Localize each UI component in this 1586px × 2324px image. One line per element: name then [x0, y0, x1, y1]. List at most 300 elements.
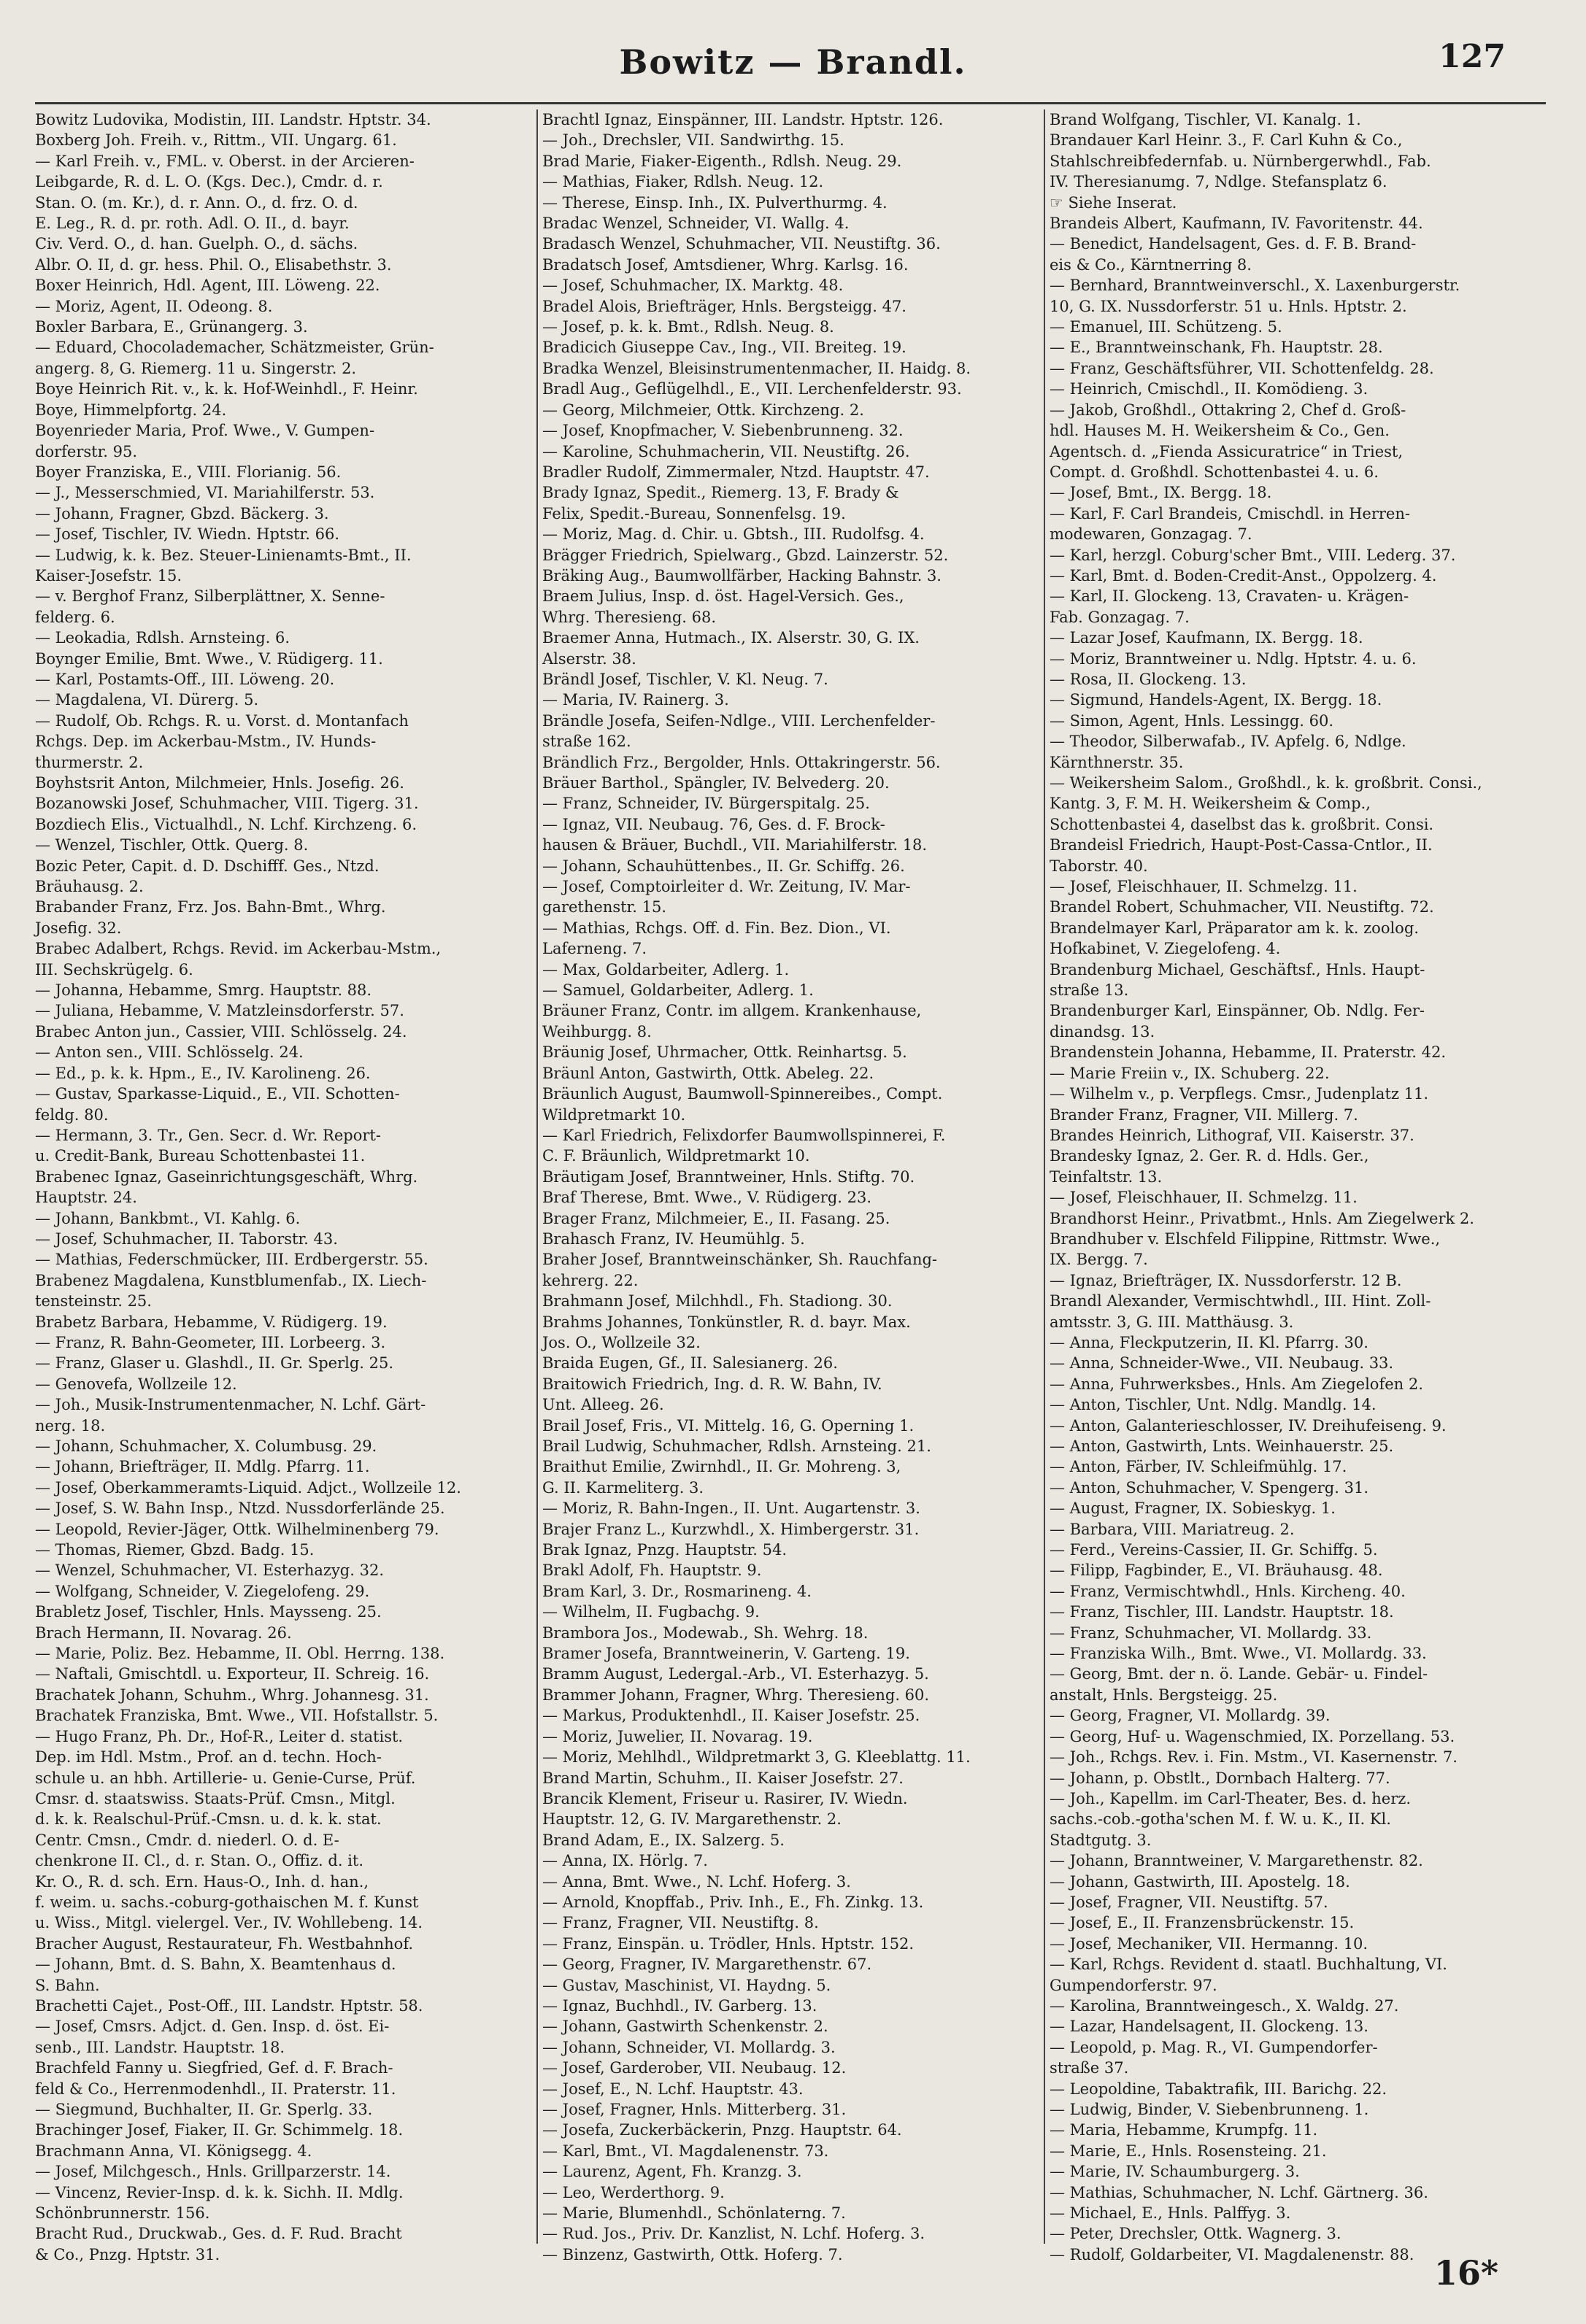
directory-entry-line: — Lazar, Handelsagent, II. Glockeng. 13. [1050, 2018, 1368, 2036]
signature-mark: 16* [1433, 2253, 1498, 2293]
column-3 [1050, 109, 1546, 2263]
directory-entry-line: Compt. d. Großhdl. Schottenbastei 4. u. 6. [1050, 463, 1379, 481]
directory-entry-line: Brammer Johann, Fragner, Whrg. Theresieng. 60. [542, 1686, 930, 1704]
directory-entry-line: u. Wiss., Mitgl. vielergel. Ver., IV. Wohllebeng. 14. [35, 1914, 423, 1932]
directory-entry-line: Weihburgg. 8. [542, 1022, 652, 1041]
directory-entry-line: Bräuhausg. 2. [35, 878, 144, 896]
directory-entry-line: — Josef, Cmsrs. Adjct. d. Gen. Insp. d. öst. Ei- [35, 2018, 390, 2036]
directory-entry-line: — Eduard, Chocolademacher, Schätzmeister, Grün- [35, 339, 434, 357]
directory-entry-line: Brambora Jos., Modewab., Sh. Wehrg. 18. [542, 1624, 869, 1642]
directory-entry-line: Stan. O. (m. Kr.), d. r. Ann. O., d. frz. O. d. [35, 193, 358, 212]
directory-entry-line: — Anna, IX. Hörlg. 7. [542, 1852, 708, 1870]
directory-entry-line: chenkrone II. Cl., d. r. Stan. O., Offiz. d. it. [35, 1852, 364, 1870]
directory-entry-line: Agentsch. d. „Fienda Assicuratrice“ in Triest, [1050, 442, 1404, 460]
directory-entry-line: u. Credit-Bank, Bureau Schottenbastei 11. [35, 1147, 366, 1165]
directory-entry-line: — Josef, Milchgesch., Hnls. Grillparzerstr. 14. [35, 2163, 391, 2181]
directory-entry-line: — Laurenz, Agent, Fh. Kranzg. 3. [542, 2163, 802, 2181]
directory-entry-line: Bräunlich August, Baumwoll-Spinnereibes., Compt. [542, 1085, 943, 1103]
directory-entry-line: — Anna, Bmt. Wwe., N. Lchf. Hoferg. 3. [542, 1872, 851, 1891]
directory-entry-line: — Karl Freih. v., FML. v. Oberst. in der Arcieren- [35, 152, 415, 170]
directory-entry-line: dinandsg. 13. [1050, 1022, 1155, 1041]
directory-entry-line: straße 37. [1050, 2059, 1129, 2077]
directory-entry-line: hausen & Bräuer, Buchdl., VII. Mariahilferstr. 18. [542, 836, 928, 854]
directory-entry-line: Brandel Robert, Schuhmacher, VII. Neustiftg. 72. [1050, 898, 1434, 916]
directory-entry-line: — Moriz, R. Bahn-Ingen., II. Unt. Augartenstr. 3. [542, 1499, 920, 1518]
directory-entry-line: Brancik Klement, Friseur u. Rasirer, IV. Wiedn. [542, 1789, 908, 1807]
directory-entry-line: — Wilhelm, II. Fugbachg. 9. [542, 1603, 760, 1621]
directory-entry-line: — Moriz, Mehlhdl., Wildpretmarkt 3, G. Kleeblattg. 11. [542, 1748, 971, 1767]
directory-entry-line: — Binzenz, Gastwirth, Ottk. Hoferg. 7. [542, 2245, 843, 2263]
directory-entry-line: — Mathias, Schuhmacher, N. Lchf. Gärtnerg. 36. [1050, 2183, 1428, 2201]
directory-entry-line: Brandl Alexander, Vermischtwhdl., III. Hint. Zoll- [1050, 1292, 1431, 1310]
directory-entry-line: — Leopold, Revier-Jäger, Ottk. Wilhelminenberg 79. [35, 1520, 439, 1538]
directory-entry-line: — Hermann, 3. Tr., Gen. Secr. d. Wr. Report- [35, 1126, 381, 1144]
directory-entry-line: Brander Franz, Fragner, VII. Millerg. 7. [1050, 1105, 1358, 1124]
directory-entry-line: Brachatek Franziska, Bmt. Wwe., VII. Hofstallstr. 5. [35, 1707, 439, 1725]
directory-entry-line: — Franz, Tischler, III. Landstr. Hauptstr. 18. [1050, 1603, 1394, 1621]
directory-entry-line: Hauptstr. 24. [35, 1189, 137, 1207]
directory-entry-line: kehrerg. 22. [542, 1271, 639, 1289]
directory-entry-line: Dep. im Hdl. Mstm., Prof. an d. techn. Hoch- [35, 1748, 382, 1767]
directory-entry-line: Boyhstsrit Anton, Milchmeier, Hnls. Josefig. 26. [35, 774, 404, 792]
directory-entry-line: Wildpretmarkt 10. [542, 1105, 686, 1124]
directory-entry-line: senb., III. Landstr. Hauptstr. 18. [35, 2038, 285, 2056]
directory-entry-line: — Peter, Drechsler, Ottk. Wagnerg. 3. [1050, 2225, 1341, 2243]
directory-entry-line: — J., Messerschmied, VI. Mariahilferstr. 53. [35, 484, 375, 502]
directory-entry-line: — Josef, Fragner, Hnls. Mitterberg. 31. [542, 2101, 847, 2118]
directory-entry-line: — Gustav, Maschinist, VI. Haydng. 5. [542, 1976, 831, 1994]
directory-entry-line: garethenstr. 15. [542, 898, 667, 916]
directory-entry-line: Brail Ludwig, Schuhmacher, Rdlsh. Arnsteing. 21. [542, 1437, 931, 1455]
directory-entry-line: Taborstr. 40. [1050, 857, 1148, 875]
directory-entry-line: — Rud. Jos., Priv. Dr. Kanzlist, N. Lchf. Hoferg. 3. [542, 2225, 925, 2243]
directory-entry-line: Albr. O. II, d. gr. hess. Phil. O., Elisabethstr. 3. [35, 255, 392, 274]
directory-entry-line: — Karoline, Schuhmacherin, VII. Neustiftg. 26. [542, 442, 910, 460]
directory-entry-line: Josefig. 32. [35, 919, 122, 937]
directory-entry-line: — Joh., Rchgs. Rev. i. Fin. Mstm., VI. Kasernenstr. 7. [1050, 1748, 1458, 1767]
directory-entry-line: Schottenbastei 4, daselbst das k. großbrit. Consi. [1050, 815, 1434, 833]
directory-entry-line: tensteinstr. 25. [35, 1292, 152, 1310]
directory-entry-line: straße 162. [542, 733, 631, 751]
directory-entry-line: Brandenburger Karl, Einspänner, Ob. Ndlg. Fer- [1050, 1002, 1425, 1020]
directory-entry-line: — Johann, Branntweiner, V. Margarethenstr. 82. [1050, 1852, 1423, 1870]
directory-entry-line: Brabletz Josef, Tischler, Hnls. Maysseng. 25. [35, 1603, 382, 1621]
directory-entry-line: Bradel Alois, Briefträger, Hnls. Bergsteigg. 47. [542, 297, 906, 315]
directory-entry-line: Kr. O., R. d. sch. Ern. Haus-O., Inh. d. han., [35, 1872, 369, 1891]
directory-entry-line: — Heinrich, Cmischdl., II. Komödieng. 3. [1050, 380, 1368, 398]
directory-entry-line: — Lazar Josef, Kaufmann, IX. Bergg. 18. [1050, 629, 1363, 647]
directory-entry-line: — Juliana, Hebamme, V. Matzleinsdorferstr. 57. [35, 1002, 404, 1020]
directory-entry-line: Jos. O., Wollzeile 32. [542, 1333, 701, 1351]
directory-entry-line: — Weikersheim Salom., Großhdl., k. k. großbrit. Consi., [1050, 774, 1482, 792]
directory-entry-line: Brachatek Johann, Schuhm., Whrg. Johannesg. 31. [35, 1686, 429, 1704]
directory-entry-line: Brandenstein Johanna, Hebamme, II. Praterstr. 42. [1050, 1043, 1447, 1062]
page-header [0, 38, 1586, 96]
directory-entry-line: hdl. Hauses M. H. Weikersheim & Co., Gen. [1050, 422, 1390, 440]
directory-entry-line: Laferneng. 7. [542, 940, 647, 958]
page-title: Bowitz — Brandl. [619, 42, 967, 82]
directory-entry-line: nerg. 18. [35, 1416, 106, 1435]
directory-entry-line: feldg. 80. [35, 1105, 109, 1124]
directory-entry-line: Braf Therese, Bmt. Wwe., V. Rüdigerg. 23. [542, 1189, 872, 1207]
directory-entry-line: amtsstr. 3, G. III. Matthäusg. 3. [1050, 1313, 1294, 1331]
directory-entry-line: — Leo, Werderthorg. 9. [542, 2183, 725, 2201]
directory-entry-line: — Markus, Produktenhdl., II. Kaiser Josefstr. 25. [542, 1707, 920, 1725]
directory-entry-line: Bozic Peter, Capit. d. D. Dschifff. Ges., Ntzd. [35, 857, 380, 875]
directory-entry-line: Bradicich Giuseppe Cav., Ing., VII. Breiteg. 19. [542, 339, 906, 357]
directory-entry-line: Bradac Wenzel, Schneider, VI. Wallg. 4. [542, 215, 850, 233]
directory-entry-line: — Johann, p. Obstlt., Dornbach Halterg. 77. [1050, 1769, 1390, 1787]
directory-entry-line: Leibgarde, R. d. L. O. (Kgs. Dec.), Cmdr. d. r. [35, 173, 383, 191]
directory-entry-line: — Wolfgang, Schneider, V. Ziegelofeng. 29. [35, 1582, 370, 1600]
directory-entry-line: Bräunl Anton, Gastwirth, Ottk. Abeleg. 22. [542, 1064, 874, 1082]
directory-entry-line: d. k. k. Realschul-Prüf.-Cmsn. u. d. k. k. stat. [35, 1810, 382, 1829]
directory-entry-line: Bräuner Franz, Contr. im allgem. Krankenhause, [542, 1002, 922, 1020]
directory-entry-line: Bozdiech Elis., Victualhdl., N. Lchf. Kirchzeng. 6. [35, 815, 417, 833]
directory-entry-line: Bräunig Josef, Uhrmacher, Ottk. Reinhartsg. 5. [542, 1043, 907, 1062]
directory-entry-line: — Marie Freiin v., IX. Schuberg. 22. [1050, 1064, 1330, 1082]
directory-entry-line: Brad Marie, Fiaker-Eigenth., Rdlsh. Neug. 29. [542, 152, 902, 170]
directory-entry-line: — Magdalena, VI. Dürerg. 5. [35, 691, 259, 709]
directory-entry-line: Brak Ignaz, Pnzg. Hauptstr. 54. [542, 1541, 788, 1559]
directory-entry-line: — Karl Friedrich, Felixdorfer Baumwollspinnerei, F. [542, 1126, 946, 1144]
directory-entry-line: — Johann, Briefträger, II. Mdlg. Pfarrg. 11. [35, 1458, 370, 1476]
directory-entry-line: Hauptstr. 12, G. IV. Margarethenstr. 2. [542, 1810, 842, 1829]
directory-entry-line: feld & Co., Herrenmodenhdl., II. Praterstr. 11. [35, 2080, 396, 2098]
directory-entry-line: — Simon, Agent, Hnls. Lessingg. 60. [1050, 711, 1334, 730]
directory-entry-line: IV. Theresianumg. 7, Ndlge. Stefansplatz 6. [1050, 173, 1387, 191]
directory-entry-line: — Arnold, Knopffab., Priv. Inh., E., Fh. Zinkg. 13. [542, 1893, 924, 1911]
directory-entry-line: — Barbara, VIII. Mariatreug. 2. [1050, 1520, 1295, 1538]
directory-entry-line: — Josef, Fragner, VII. Neustiftg. 57. [1050, 1893, 1328, 1911]
directory-entry-line: Bräking Aug., Baumwollfärber, Hacking Bahnstr. 3. [542, 566, 942, 584]
directory-entry-line: — Emanuel, III. Schützeng. 5. [1050, 318, 1282, 336]
directory-entry-line: Gumpendorferstr. 97. [1050, 1976, 1217, 1994]
directory-entry-line: — Wenzel, Tischler, Ottk. Querg. 8. [35, 836, 309, 854]
directory-entry-line: — Josef, Tischler, IV. Wiedn. Hptstr. 66. [35, 525, 340, 544]
directory-entry-line: thurmerstr. 2. [35, 753, 144, 771]
directory-entry-line: — Ed., p. k. k. Hpm., E., IV. Karolineng. 26. [35, 1064, 371, 1082]
directory-entry-line: — Theodor, Silberwafab., IV. Apfelg. 6, Ndlge. [1050, 733, 1406, 751]
directory-entry-line: — Max, Goldarbeiter, Adlerg. 1. [542, 960, 790, 978]
directory-entry-line: — Karl, Postamts-Off., III. Löweng. 20. [35, 670, 335, 688]
directory-entry-line: Braemer Anna, Hutmach., IX. Alserstr. 30, G. IX. [542, 629, 920, 647]
directory-entry-line: Bozanowski Josef, Schuhmacher, VIII. Tigerg. 31. [35, 795, 419, 813]
directory-entry-line: — Joh., Drechsler, VII. Sandwirthg. 15. [542, 131, 844, 150]
directory-entry-line: anstalt, Hnls. Bergsteigg. 25. [1050, 1686, 1278, 1704]
header-rule [35, 102, 1546, 104]
directory-entry-line: Brahmann Josef, Milchhdl., Fh. Stadiong. 30. [542, 1292, 893, 1310]
directory-entry-line: Brandelmayer Karl, Präparator am k. k. zoolog. [1050, 919, 1419, 937]
directory-entry-line: — Mathias, Fiaker, Rdlsh. Neug. 12. [542, 173, 824, 191]
directory-entry-line: — Franz, R. Bahn-Geometer, III. Lorbeerg. 3. [35, 1333, 386, 1351]
directory-entry-line: — Rudolf, Ob. Rchgs. R. u. Vorst. d. Montanfach [35, 711, 409, 730]
directory-entry-line: Kaiser-Josefstr. 15. [35, 566, 182, 584]
directory-entry-line: Boye Heinrich Rit. v., k. k. Hof-Weinhdl., F. Heinr. [35, 380, 418, 398]
directory-entry-line: Bowitz Ludovika, Modistin, III. Landstr. Hptstr. 34. [35, 111, 431, 128]
directory-entry-line: C. F. Bräunlich, Wildpretmarkt 10. [542, 1147, 810, 1165]
directory-entry-line: Bram Karl, 3. Dr., Rosmarineng. 4. [542, 1582, 812, 1600]
directory-entry-line: Boyer Franziska, E., VIII. Florianig. 56. [35, 463, 342, 481]
directory-entry-line: Bräuer Barthol., Spängler, IV. Belvederg. 20. [542, 774, 890, 792]
directory-entry-line: Brandeis Albert, Kaufmann, IV. Favoritenstr. 44. [1050, 215, 1423, 233]
directory-entry-line: — Karl, herzgl. Coburg'scher Bmt., VIII. Lederg. 37. [1050, 546, 1456, 564]
directory-entry-line: — Gustav, Sparkasse-Liquid., E., VII. Schotten- [35, 1085, 400, 1103]
directory-entry-line: Boyenrieder Maria, Prof. Wwe., V. Gumpen- [35, 422, 375, 440]
directory-entry-line: Hofkabinet, V. Ziegelofeng. 4. [1050, 940, 1281, 958]
directory-entry-line: Boxer Heinrich, Hdl. Agent, III. Löweng. 22. [35, 277, 380, 295]
directory-entry-line: — Naftali, Gmischtdl. u. Exporteur, II. Schreig. 16. [35, 1665, 430, 1683]
directory-entry-line: — Filipp, Fagbinder, E., VI. Bräuhausg. 48. [1050, 1561, 1383, 1580]
directory-entry-line: — Franziska Wilh., Bmt. Wwe., VI. Mollardg. 33. [1050, 1645, 1427, 1663]
directory-entry-line: — Thomas, Riemer, Gbzd. Badg. 15. [35, 1541, 315, 1559]
directory-entry-line: angerg. 8, G. Riemerg. 11 u. Singerstr. 2. [35, 359, 357, 377]
directory-entry-line: & Co., Pnzg. Hptstr. 31. [35, 2245, 220, 2263]
directory-entry-line: — Johann, Gastwirth, III. Apostelg. 18. [1050, 1872, 1350, 1891]
directory-entry-line: — Moriz, Branntweiner u. Ndlg. Hptstr. 4. u. 6. [1050, 649, 1417, 668]
directory-entry-line: — Wenzel, Schuhmacher, VI. Esterhazyg. 32. [35, 1561, 384, 1580]
directory-entry-line: Brand Martin, Schuhm., II. Kaiser Josefstr. 27. [542, 1769, 904, 1787]
directory-entry-line: Braithut Emilie, Zwirnhdl., II. Gr. Mohreng. 3, [542, 1458, 901, 1476]
directory-entry-line: — Georg, Milchmeier, Ottk. Kirchzeng. 2. [542, 401, 864, 419]
directory-entry-line: Bradler Rudolf, Zimmermaler, Ntzd. Hauptstr. 47. [542, 463, 930, 481]
directory-entry-line: — Anna, Schneider-Wwe., VII. Neubaug. 33. [1050, 1354, 1394, 1373]
directory-entry-line: Brabenec Ignaz, Gaseinrichtungsgeschäft, Whrg. [35, 1167, 418, 1186]
directory-entry-line: Kantg. 3, F. M. H. Weikersheim & Comp., [1050, 795, 1371, 813]
directory-entry-line: — Johann, Schneider, VI. Mollardg. 3. [542, 2038, 836, 2056]
directory-entry-line: — Georg, Fragner, IV. Margarethenstr. 67. [542, 1956, 872, 1974]
directory-entry-line: sachs.-cob.-gotha'schen M. f. W. u. K., II. Kl. [1050, 1810, 1391, 1829]
directory-entry-line: — Franz, Einspän. u. Trödler, Hnls. Hptstr. 152. [542, 1934, 915, 1953]
directory-entry-line: Brandhorst Heinr., Privatbmt., Hnls. Am Ziegelwerk 2. [1050, 1209, 1474, 1227]
directory-entry-line: felderg. 6. [35, 608, 115, 626]
directory-entry-line: — Johann, Bmt. d. S. Bahn, X. Beamtenhaus d. [35, 1956, 396, 1974]
directory-entry-line: — Georg, Huf- u. Wagenschmied, IX. Porzellang. 53. [1050, 1727, 1455, 1745]
directory-entry-line: Brager Franz, Milchmeier, E., II. Fasang. 25. [542, 1209, 890, 1227]
directory-entry-line: — Franz, Schneider, IV. Bürgerspitalg. 25. [542, 795, 870, 813]
directory-entry-line: Brand Adam, E., IX. Salzerg. 5. [542, 1831, 785, 1849]
directory-entry-line: Rchgs. Dep. im Ackerbau-Mstm., IV. Hunds- [35, 733, 377, 751]
directory-entry-line: Brahms Johannes, Tonkünstler, R. d. bayr. Max. [542, 1313, 911, 1331]
directory-entry-line: — Mathias, Federschmücker, III. Erdbergerstr. 55. [35, 1251, 428, 1269]
directory-entry-line: — Marie, Poliz. Bez. Hebamme, II. Obl. Herrng. 138. [35, 1645, 445, 1663]
directory-entry-line: Brachtl Ignaz, Einspänner, III. Landstr. Hptstr. 126. [542, 111, 944, 128]
directory-entry-line: Brabetz Barbara, Hebamme, V. Rüdigerg. 19. [35, 1313, 388, 1331]
directory-entry-line: — Anna, Fleckputzerin, II. Kl. Pfarrg. 30. [1050, 1333, 1368, 1351]
directory-entry-line: — Karl, Bmt. d. Boden-Credit-Anst., Oppolzerg. 4. [1050, 566, 1437, 584]
directory-entry-line: Brandeisl Friedrich, Haupt-Post-Cassa-Cntlor., II. [1050, 836, 1433, 854]
directory-entry-line: Brandhuber v. Elschfeld Filippine, Rittmstr. Wwe., [1050, 1229, 1441, 1248]
directory-entry-line: — Anton, Tischler, Unt. Ndlg. Mandlg. 14. [1050, 1396, 1377, 1414]
directory-entry-line: modewaren, Gonzagag. 7. [1050, 525, 1252, 544]
directory-entry-line: — Leopoldine, Tabaktrafik, III. Barichg. 22. [1050, 2080, 1387, 2098]
directory-entry-line: Brajer Franz L., Kurzwhdl., X. Himbergerstr. 31. [542, 1520, 920, 1538]
directory-entry-line: Bradatsch Josef, Amtsdiener, Whrg. Karlsg. 16. [542, 255, 909, 274]
directory-entry-line: — Maria, Hebamme, Krumpfg. 11. [1050, 2121, 1318, 2139]
directory-entry-line: Brabec Anton jun., Cassier, VIII. Schlösselg. 24. [35, 1022, 407, 1041]
directory-entry-line: — Jakob, Großhdl., Ottakring 2, Chef d. Groß- [1050, 401, 1406, 419]
directory-entry-line: — Anna, Fuhrwerksbes., Hnls. Am Ziegelofen 2. [1050, 1375, 1423, 1393]
directory-entry-line: — Johann, Bankbmt., VI. Kahlg. 6. [35, 1209, 301, 1227]
directory-entry-line: — Josef, Oberkammeramts-Liquid. Adjct., Wollzeile 12. [35, 1478, 461, 1497]
directory-entry-line: Bräutigam Josef, Branntweiner, Hnls. Stiftg. 70. [542, 1167, 915, 1186]
directory-entry-line: — Therese, Einsp. Inh., IX. Pulverthurmg. 4. [542, 193, 888, 212]
directory-entry-line: — Maria, IV. Rainerg. 3. [542, 691, 729, 709]
directory-entry-line: Civ. Verd. O., d. han. Guelph. O., d. sächs. [35, 235, 358, 253]
directory-entry-line: Brachmann Anna, VI. Königsegg. 4. [35, 2142, 312, 2160]
directory-entry-line: — Franz, Glaser u. Glashdl., II. Gr. Sperlg. 25. [35, 1354, 394, 1373]
directory-entry-line: Bramer Josefa, Branntweinerin, V. Garteng. 19. [542, 1645, 910, 1663]
directory-entry-line: — Franz, Fragner, VII. Neustiftg. 8. [542, 1914, 819, 1932]
directory-entry-line: — Ludwig, k. k. Bez. Steuer-Linienamts-Bmt., II. [35, 546, 412, 564]
directory-entry-line: Brabec Adalbert, Rchgs. Revid. im Ackerbau-Mstm., [35, 940, 442, 958]
directory-entry-line: Boxberg Joh. Freih. v., Rittm., VII. Ungarg. 61. [35, 131, 397, 150]
directory-entry-line: straße 13. [1050, 981, 1129, 1000]
directory-entry-line: Brabenez Magdalena, Kunstblumenfab., IX. Liech- [35, 1271, 427, 1289]
directory-entry-line: dorferstr. 95. [35, 442, 138, 460]
directory-entry-line: — Josef, Schuhmacher, II. Taborstr. 43. [35, 1229, 338, 1248]
directory-entry-line: — Georg, Fragner, VI. Mollardg. 39. [1050, 1707, 1331, 1725]
directory-entry-line: ☞ Siehe Inserat. [1050, 193, 1177, 212]
directory-entry-line: — Josefa, Zuckerbäckerin, Pnzg. Hauptstr. 64. [542, 2121, 902, 2139]
column-1 [35, 109, 531, 2263]
directory-entry-line: Stadtgutg. 3. [1050, 1831, 1152, 1849]
directory-entry-line: III. Sechskrügelg. 6. [35, 960, 193, 978]
directory-entry-line: — Johann, Gastwirth Schenkenstr. 2. [542, 2018, 828, 2036]
directory-entry-line: — Bernhard, Branntweinverschl., X. Laxenburgerstr. [1050, 277, 1460, 295]
directory-entry-line: — Johanna, Hebamme, Smrg. Hauptstr. 88. [35, 981, 372, 1000]
directory-entry-line: — Moriz, Mag. d. Chir. u. Gbtsh., III. Rudolfsg. 4. [542, 525, 925, 544]
directory-entry-line: — Franz, Vermischtwhdl., Hnls. Kircheng. 40. [1050, 1582, 1406, 1600]
directory-entry-line: Boxler Barbara, E., Grünangerg. 3. [35, 318, 308, 336]
directory-entry-line: Brandauer Karl Heinr. 3., F. Carl Kuhn & Co., [1050, 131, 1403, 150]
directory-entry-line: — Josef, Mechaniker, VII. Hermanng. 10. [1050, 1934, 1368, 1953]
directory-entry-line: — Rudolf, Goldarbeiter, VI. Magdalenenstr. 88. [1050, 2245, 1414, 2263]
directory-entry-line: — Ignaz, Briefträger, IX. Nussdorferstr. 12 B. [1050, 1271, 1402, 1289]
directory-entry-line: f. weim. u. sachs.-coburg-gothaischen M. f. Kunst [35, 1893, 419, 1911]
directory-entry-line: — Marie, IV. Schaumburgerg. 3. [1050, 2163, 1300, 2181]
directory-entry-line: Brachfeld Fanny u. Siegfried, Gef. d. F. Brach- [35, 2059, 393, 2077]
directory-entry-line: Bradka Wenzel, Bleisinstrumentenmacher, II. Haidg. 8. [542, 359, 971, 377]
directory-entry-line: — Johann, Fragner, Gbzd. Bäckerg. 3. [35, 504, 329, 522]
directory-entry-line: — Moriz, Agent, II. Odeong. 8. [35, 297, 273, 315]
directory-entry-line: — Joh., Musik-Instrumentenmacher, N. Lchf. Gärt- [35, 1396, 426, 1414]
column-2 [542, 109, 1039, 2263]
directory-entry-line: — Anton, Galanterieschlosser, IV. Dreihufeiseng. 9. [1050, 1416, 1447, 1435]
directory-entry-line: Bracht Rud., Druckwab., Ges. d. F. Rud. Bracht [35, 2225, 402, 2243]
directory-entry-line: Brail Josef, Fris., VI. Mittelg. 16, G. Operning 1. [542, 1416, 915, 1435]
directory-entry-line: — Wilhelm v., p. Verpflegs. Cmsr., Judenplatz 11. [1050, 1085, 1429, 1103]
directory-entry-line: — Leokadia, Rdlsh. Arnsteing. 6. [35, 629, 290, 647]
directory-entry-line: — Josef, S. W. Bahn Insp., Ntzd. Nussdorferlände 25. [35, 1499, 445, 1518]
directory-entry-line: Teinfaltstr. 13. [1050, 1167, 1163, 1186]
directory-entry-line: E. Leg., R. d. pr. roth. Adl. O. II., d. bayr. [35, 215, 350, 233]
directory-entry-line: — Rosa, II. Glockeng. 13. [1050, 670, 1247, 688]
directory-entry-line: Brändle Josefa, Seifen-Ndlge., VIII. Lerchenfelder- [542, 711, 936, 730]
directory-entry-line: — Josef, Schuhmacher, IX. Marktg. 48. [542, 277, 844, 295]
directory-entry-line: Braida Eugen, Gf., II. Salesianerg. 26. [542, 1354, 838, 1373]
directory-entry-line: Brachetti Cajet., Post-Off., III. Landstr. Hptstr. 58. [35, 1996, 423, 2015]
directory-entry-line: IX. Bergg. 7. [1050, 1251, 1148, 1269]
directory-entry-line: — Ignaz, VII. Neubaug. 76, Ges. d. F. Brock- [542, 815, 885, 833]
directory-entry-line: Bradl Aug., Geflügelhdl., E., VII. Lerchenfelderstr. 93. [542, 380, 962, 398]
directory-entry-line: Brandes Heinrich, Lithograf, VII. Kaiserstr. 37. [1050, 1126, 1414, 1144]
directory-entry-line: — Josef, E., N. Lchf. Hauptstr. 43. [542, 2080, 804, 2098]
directory-entry-line: — Marie, Blumenhdl., Schönlaterng. 7. [542, 2204, 846, 2223]
directory-entry-line: — Ludwig, Binder, V. Siebenbrunneng. 1. [1050, 2101, 1369, 2118]
directory-entry-line: Alserstr. 38. [542, 649, 636, 668]
directory-entry-line: Kärnthnerstr. 35. [1050, 753, 1184, 771]
directory-entry-line: — Anton, Gastwirth, Lnts. Weinhauerstr. 25. [1050, 1437, 1394, 1455]
directory-entry-line: — Karolina, Branntweingesch., X. Waldg. 27. [1050, 1996, 1399, 2015]
directory-entry-line: — Samuel, Goldarbeiter, Adlerg. 1. [542, 981, 814, 1000]
directory-entry-line: Boynger Emilie, Bmt. Wwe., V. Rüdigerg. 11. [35, 649, 383, 668]
directory-entry-line: — Vincenz, Revier-Insp. d. k. k. Sichh. II. Mdlg. [35, 2183, 404, 2201]
directory-entry-line: Fab. Gonzagag. 7. [1050, 608, 1190, 626]
directory-entry-line: — Franz, Schuhmacher, VI. Mollardg. 33. [1050, 1624, 1372, 1642]
directory-entry-line: — Leopold, p. Mag. R., VI. Gumpendorfer- [1050, 2038, 1378, 2056]
directory-entry-line: — Anton, Schuhmacher, V. Spengerg. 31. [1050, 1478, 1369, 1497]
directory-entry-line: schule u. an hbh. Artillerie- u. Genie-Curse, Prüf. [35, 1769, 416, 1787]
directory-entry-line: S. Bahn. [35, 1976, 100, 1994]
directory-entry-line: — Josef, Comptoirleiter d. Wr. Zeitung, IV. Mar- [542, 878, 911, 896]
directory-entry-line: Brahasch Franz, IV. Heumühlg. 5. [542, 1229, 805, 1248]
directory-entry-line: Stahlschreibfedernfab. u. Nürnbergerwhdl., Fab. [1050, 152, 1431, 170]
directory-entry-line: — Marie, E., Hnls. Rosensteing. 21. [1050, 2142, 1327, 2160]
directory-entry-line: G. II. Karmeliterg. 3. [542, 1478, 704, 1497]
directory-entry-line: 10, G. IX. Nussdorferstr. 51 u. Hnls. Hptstr. 2. [1050, 297, 1407, 315]
directory-entry-line: — Karl, Rchgs. Revident d. staatl. Buchhaltung, VI. [1050, 1956, 1447, 1974]
directory-entry-line: — Hugo Franz, Ph. Dr., Hof-R., Leiter d. statist. [35, 1727, 404, 1745]
directory-entry-line: Brandesky Ignaz, 2. Ger. R. d. Hdls. Ger., [1050, 1147, 1369, 1165]
directory-entry-line: Bradasch Wenzel, Schuhmacher, VII. Neustiftg. 36. [542, 235, 941, 253]
directory-entry-line: — Josef, Knopfmacher, V. Siebenbrunneng. 32. [542, 422, 904, 440]
directory-entry-line: — Karl, II. Glockeng. 13, Cravaten- u. Krägen- [1050, 587, 1409, 606]
directory-entry-line: — Anton, Färber, IV. Schleifmühlg. 17. [1050, 1458, 1347, 1476]
directory-entry-line: — Karl, Bmt., VI. Magdalenenstr. 73. [542, 2142, 829, 2160]
directory-entry-line: Centr. Cmsn., Cmdr. d. niederl. O. d. E- [35, 1831, 339, 1849]
directory-entry-line: eis & Co., Kärntnerring 8. [1050, 255, 1252, 274]
directory-entry-line: Braitowich Friedrich, Ing. d. R. W. Bahn, IV. [542, 1375, 882, 1393]
directory-entry-line: — v. Berghof Franz, Silberplättner, X. Senne- [35, 587, 385, 606]
directory-entry-line: — Genovefa, Wollzeile 12. [35, 1375, 237, 1393]
directory-entry-line: — Sigmund, Handels-Agent, IX. Bergg. 18. [1050, 691, 1382, 709]
directory-entry-line: Braher Josef, Branntweinschänker, Sh. Rauchfang- [542, 1251, 938, 1269]
directory-entry-line: — Franz, Geschäftsführer, VII. Schottenfeldg. 28. [1050, 359, 1434, 377]
directory-entry-line: Felix, Spedit.-Bureau, Sonnenfelsg. 19. [542, 504, 846, 522]
directory-entry-line: Unt. Alleeg. 26. [542, 1396, 664, 1414]
directory-entry-line: — Ignaz, Buchhdl., IV. Garberg. 13. [542, 1996, 817, 2015]
directory-entry-line: — E., Branntweinschank, Fh. Hauptstr. 28. [1050, 339, 1383, 357]
directory-entry-line: Cmsr. d. staatswiss. Staats-Prüf. Cmsn., Mitgl. [35, 1789, 396, 1807]
directory-entry-line: — August, Fragner, IX. Sobieskyg. 1. [1050, 1499, 1336, 1518]
directory-entry-line: — Ferd., Vereins-Cassier, II. Gr. Schiffg. 5. [1050, 1541, 1378, 1559]
directory-entry-line: Schönbrunnerstr. 156. [35, 2204, 210, 2223]
directory-entry-line: — Johann, Schuhmacher, X. Columbusg. 29. [35, 1437, 377, 1455]
directory-entry-line: — Josef, Garderober, VII. Neubaug. 12. [542, 2059, 847, 2077]
directory-entry-line: Brady Ignaz, Spedit., Riemerg. 13, F. Brady & [542, 484, 899, 502]
directory-entry-line: — Siegmund, Buchhalter, II. Gr. Sperlg. 33. [35, 2101, 373, 2118]
directory-entry-line: — Josef, Bmt., IX. Bergg. 18. [1050, 484, 1272, 502]
directory-entry-line: Brägger Friedrich, Spielwarg., Gbzd. Lainzerstr. 52. [542, 546, 949, 564]
directory-entry-line: — Josef, Fleischhauer, II. Schmelzg. 11. [1050, 1189, 1358, 1207]
directory-entry-line: — Josef, E., II. Franzensbrückenstr. 15. [1050, 1914, 1355, 1932]
directory-entry-line: Brach Hermann, II. Novarag. 26. [35, 1624, 292, 1642]
directory-entry-line: Brabander Franz, Frz. Jos. Bahn-Bmt., Whrg. [35, 898, 386, 916]
directory-entry-line: Bramm August, Ledergal.-Arb., VI. Esterhazyg. 5. [542, 1665, 929, 1683]
directory-entry-line: — Moriz, Juwelier, II. Novarag. 19. [542, 1727, 813, 1745]
directory-entry-line: — Josef, p. k. k. Bmt., Rdlsh. Neug. 8. [542, 318, 834, 336]
